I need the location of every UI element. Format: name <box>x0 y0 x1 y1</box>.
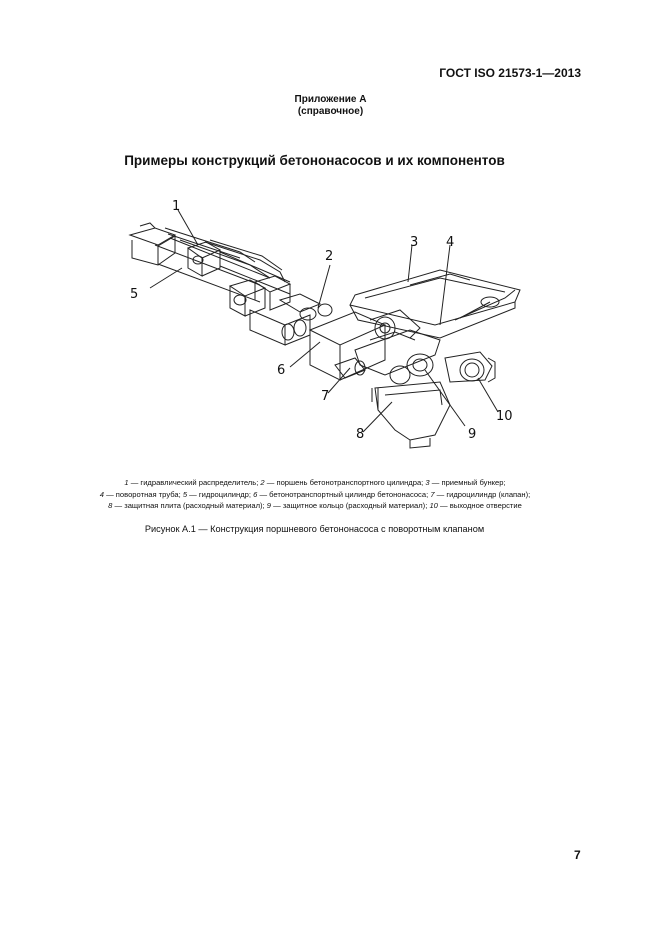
legend-text: — поворотная труба; <box>103 489 183 499</box>
annex-heading <box>0 94 661 118</box>
legend-number: 6 <box>253 489 258 499</box>
standard-header: ГОСТ ISO 21573-1—2013 <box>439 66 581 80</box>
callout-4: 4 <box>446 235 455 250</box>
legend-number: 2 <box>260 478 265 487</box>
legend-text: — выходное отверстие <box>437 501 522 510</box>
legend-number: 10 <box>429 501 438 510</box>
legend-line-2 <box>60 489 570 501</box>
annex-type: (справочное) <box>297 106 364 117</box>
legend-line-3 <box>60 500 570 512</box>
callout-10: 10 <box>496 409 513 424</box>
legend-number: 5 <box>182 489 188 499</box>
figure-legend <box>60 477 570 512</box>
legend-number: 7 <box>430 489 435 499</box>
legend-number: 8 <box>108 501 113 510</box>
legend-number: 9 <box>266 501 272 510</box>
legend-text: — защитное кольцо (расходный материал); <box>271 501 430 510</box>
page-number: 7 <box>574 848 581 862</box>
callout-5: 5 <box>130 287 139 302</box>
callout-7: 7 <box>321 389 330 404</box>
legend-text: — гидроцилиндр (клапан); <box>434 489 531 499</box>
callout-8: 8 <box>356 427 365 442</box>
legend-text: — защитная плита (расходный материал); <box>112 501 267 510</box>
callout-6: 6 <box>277 363 286 378</box>
legend-text: — гидроцилиндр; <box>187 489 254 499</box>
legend-line-1 <box>60 477 570 489</box>
section-title: Примеры конструкций бетононасосов и их компонентов <box>124 153 505 168</box>
legend-text: — гидравлический распределитель; <box>128 478 261 487</box>
callout-9: 9 <box>468 427 477 442</box>
annex-title: Приложение А <box>294 94 367 105</box>
legend-text: — поршень бетонотранспортного цилиндра; <box>264 478 426 487</box>
legend-text: — бетонотранспортный цилиндр бетононасоса; <box>257 489 431 499</box>
legend-number: 1 <box>124 478 129 487</box>
callout-2: 2 <box>325 249 334 264</box>
legend-number: 3 <box>425 478 430 487</box>
callout-3: 3 <box>410 235 419 250</box>
legend-text: — приемный бункер; <box>429 478 506 487</box>
callout-1: 1 <box>172 199 181 214</box>
legend-number: 4 <box>99 489 104 499</box>
figure-caption: Рисунок А.1 — Конструкция поршневого бетононасоса с поворотным клапаном <box>144 524 485 534</box>
concrete-pump-drawing <box>110 190 550 455</box>
